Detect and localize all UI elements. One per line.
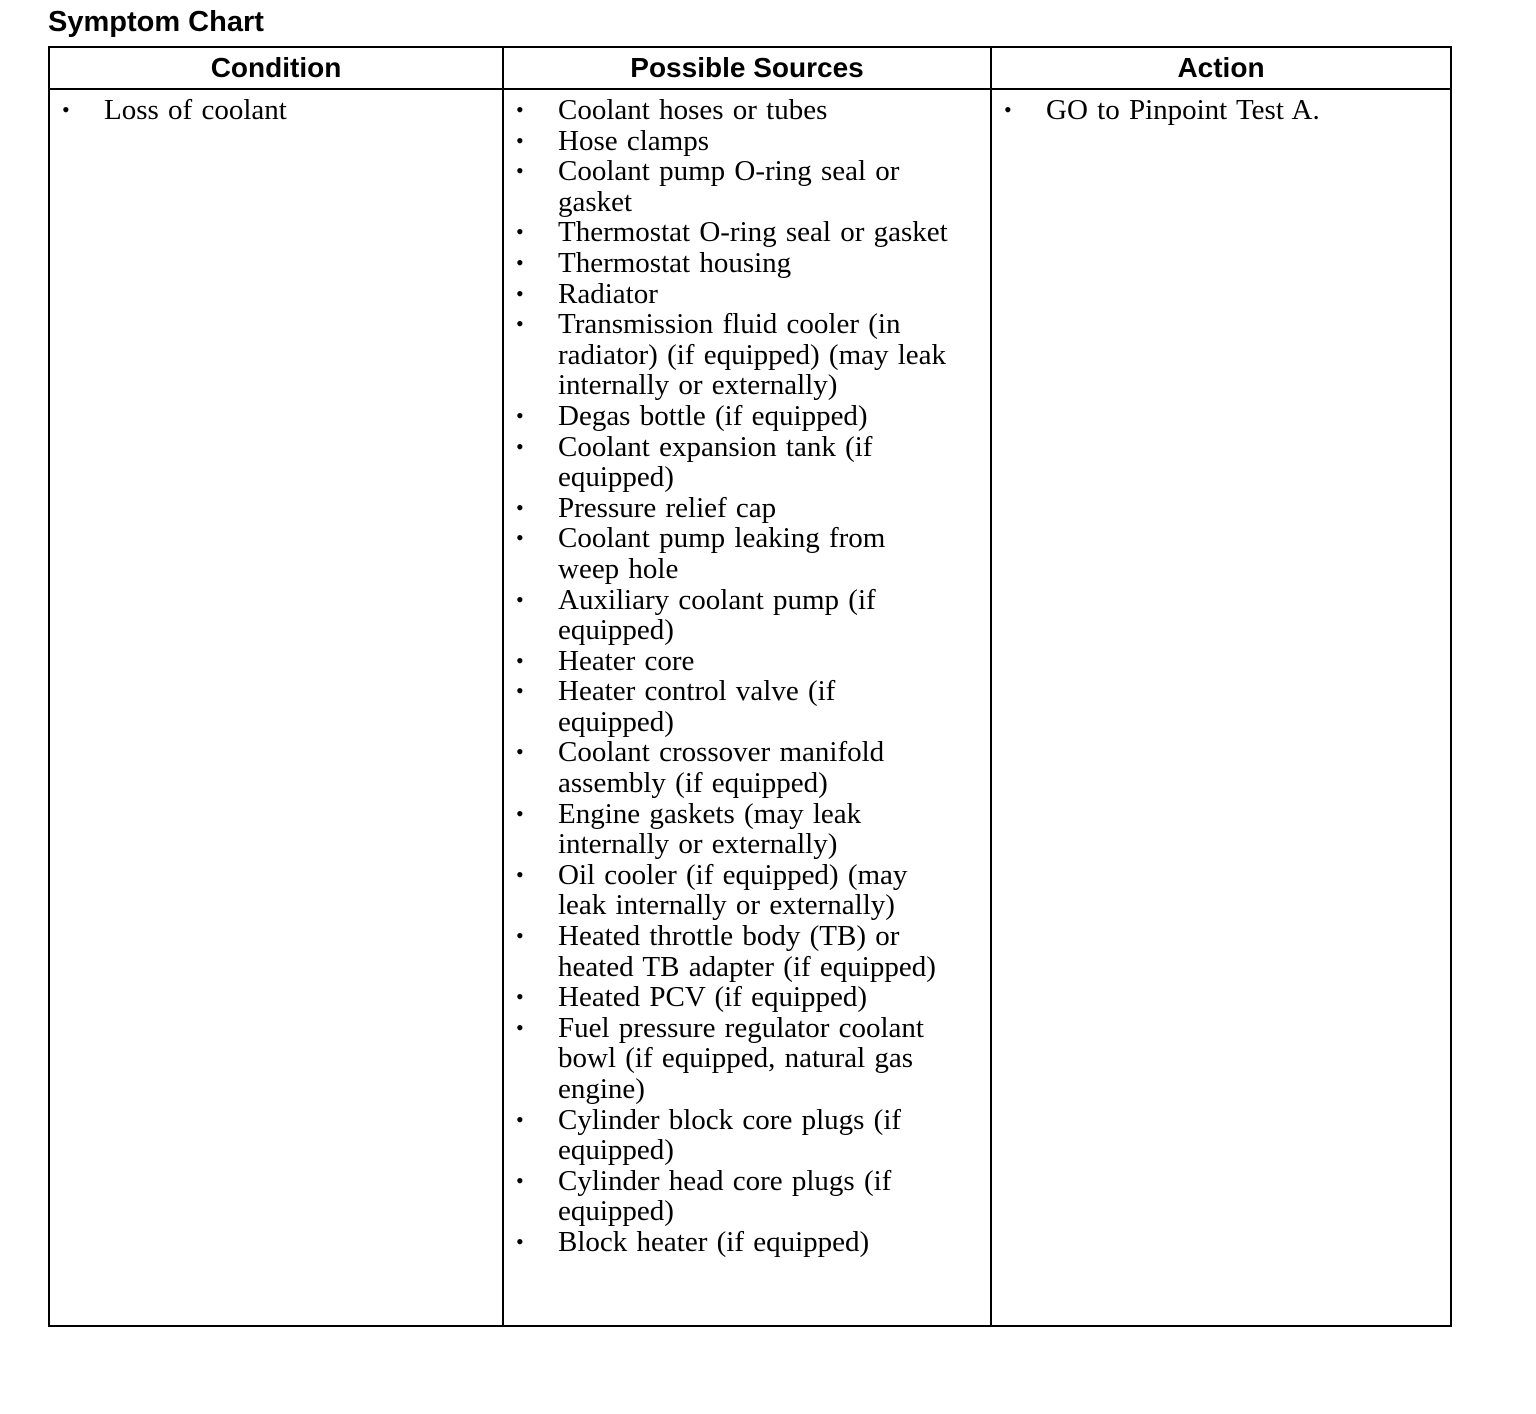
bullet-icon: • [516,984,524,1010]
bullet-icon: • [516,678,524,704]
bullet-icon: • [516,1014,524,1040]
list-item-text: GO to Pinpoint Test A. [1046,94,1320,126]
list-item [504,493,990,524]
list-item [504,401,990,432]
list-item-text: Coolant hoses or tubes [558,94,828,126]
bullet-icon: • [516,1228,524,1254]
list-item-text: Heater control valve (if equipped) [558,675,836,738]
list-item-text: Heated PCV (if equipped) [558,981,868,1014]
chart-title: Symptom Chart [48,6,264,38]
condition-list [50,95,502,126]
header-action: Action [991,47,1451,89]
bullet-icon: • [516,127,524,153]
bullet-icon: • [516,311,524,337]
list-item [504,676,990,737]
bullet-icon: • [516,861,524,887]
list-item [504,1105,990,1166]
action-cell [991,89,1451,1326]
bullet-icon: • [62,97,70,122]
list-item [504,921,990,982]
possible-sources-cell [503,89,991,1326]
list-item-text: Coolant pump leaking from weep hole [558,522,886,585]
list-item-text: Block heater (if equipped) [558,1225,870,1258]
list-item-text: Cylinder head core plugs (if equipped) [558,1164,892,1228]
bullet-icon: • [516,249,524,275]
table-row [49,89,1451,1326]
list-item [504,279,990,310]
bullet-icon: • [516,1167,524,1193]
list-item-text: Coolant crossover manifold assembly (if equipped) [558,736,885,800]
bullet-icon: • [516,97,524,122]
action-list [992,95,1450,126]
list-item-text: Hose clamps [558,124,709,157]
list-item [504,1013,990,1105]
list-item-text: Auxiliary coolant pump (if equipped) [558,583,876,647]
list-item-text: Pressure relief cap [558,491,777,524]
list-item [504,1166,990,1227]
bullet-icon: • [1004,97,1012,122]
list-item [504,217,990,248]
list-item [504,860,990,921]
list-item [992,95,1450,126]
list-item [504,585,990,646]
bullet-icon: • [516,586,524,612]
list-item [504,156,990,217]
bullet-icon: • [516,1106,524,1132]
bullet-icon: • [516,739,524,765]
bullet-icon: • [516,219,524,245]
list-item-text: Thermostat O-ring seal or gasket [558,216,948,249]
list-item [504,95,990,126]
possible-sources-list [504,95,990,1258]
list-item [504,432,990,493]
list-item-text: Cylinder block core plugs (if equipped) [558,1103,902,1167]
list-item-text: Fuel pressure regulator coolant bowl (if equipped, natural gas engine) [558,1011,924,1105]
list-item-text: Coolant pump O-ring seal or gasket [558,155,900,218]
list-item [50,95,502,126]
bullet-icon: • [516,402,524,428]
list-item-text: Radiator [558,277,658,310]
bullet-icon: • [516,647,524,673]
list-item-text: Heater core [558,644,695,677]
list-item-text: Thermostat housing [558,246,792,279]
bullet-icon: • [516,433,524,459]
condition-cell [49,89,503,1326]
bullet-icon: • [516,525,524,551]
list-item [504,523,990,584]
list-item-text: Oil cooler (if equipped) (may leak internally or externally) [558,858,908,922]
bullet-icon: • [516,923,524,949]
bullet-icon: • [516,800,524,826]
list-item [504,982,990,1013]
list-item [504,126,990,157]
bullet-icon: • [516,494,524,520]
list-item-text: Coolant expansion tank (if equipped) [558,430,873,494]
list-item-text: Heated throttle body (TB) or heated TB adapter (if equipped) [558,920,936,983]
list-item [504,646,990,677]
list-item-text: Loss of coolant [104,94,287,126]
list-item [504,799,990,860]
list-item-text: Degas bottle (if equipped) [558,399,868,432]
list-item-text: Transmission fluid cooler (in radiator) (if equipped) (may leak internally or externally) [558,308,947,402]
header-condition: Condition [49,47,503,89]
bullet-icon: • [516,158,524,184]
bullet-icon: • [516,280,524,306]
list-item [504,737,990,798]
list-item-text: Engine gaskets (may leak internally or externally) [558,797,862,861]
header-row [49,47,1451,89]
symptom-table [48,46,1452,1327]
list-item [504,309,990,401]
list-item [504,1227,990,1258]
list-item [504,248,990,279]
header-possible-sources: Possible Sources [503,47,991,89]
